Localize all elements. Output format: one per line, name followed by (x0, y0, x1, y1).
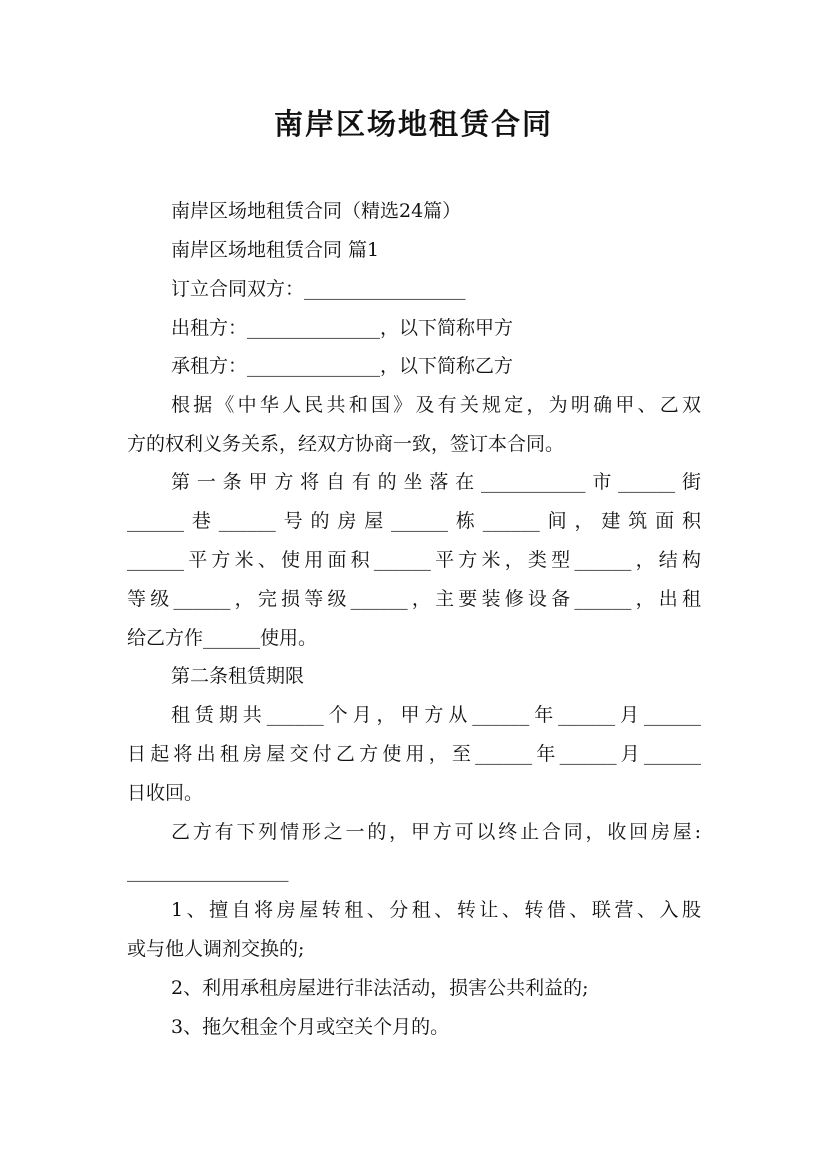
article-one-line: 给乙方作______使用。 (127, 627, 318, 649)
article-one-line: ______巷______号的房屋______栋______间，建筑面积 (127, 510, 701, 532)
list-item: 1、擅自将房屋转租、分租、转让、转借、联营、入股 (171, 899, 701, 921)
article-two-heading: 第二条租赁期限 (171, 665, 305, 687)
section-heading: 南岸区场地租赁合同 篇1 (171, 239, 380, 261)
lessee-line: 承租方：______________，以下简称乙方 (171, 355, 514, 377)
subtitle-line: 南岸区场地租赁合同（精选24篇） (171, 200, 462, 222)
list-item: 或与他人调剂交换的; (127, 938, 305, 960)
article-one-line: ______平方米、使用面积______平方米，类型______，结构 (127, 549, 701, 571)
paragraph-line: 方的权利义务关系，经双方协商一致，签订本合同。 (127, 433, 565, 455)
lease-term-line: 日收回。 (127, 782, 204, 804)
termination-line: 乙方有下列情形之一的，甲方可以终止合同，收回房屋: (171, 821, 701, 843)
article-one-line: 等级______，完损等级______，主要装修设备______，出租 (127, 588, 701, 610)
list-item: 3、拖欠租金个月或空关个月的。 (171, 1016, 450, 1038)
lease-term-line: 租赁期共______个月，甲方从______年______月______ (171, 704, 701, 726)
article-one-line: 第一条甲方将自有的坐落在___________市______街 (171, 471, 701, 493)
list-item: 2、利用承租房屋进行非法活动，损害公共利益的; (171, 977, 589, 999)
paragraph-line: 根据《中华人民共和国》及有关规定，为明确甲、乙双 (171, 394, 701, 416)
document-title: 南岸区场地租赁合同 (273, 107, 553, 141)
contract-parties-line: 订立合同双方：_________________ (171, 278, 466, 300)
lessor-line: 出租方：______________，以下简称甲方 (171, 317, 514, 339)
lease-term-line: 日起将出租房屋交付乙方使用，至______年______月______ (127, 743, 701, 765)
blank-line: _________________ (127, 860, 289, 882)
